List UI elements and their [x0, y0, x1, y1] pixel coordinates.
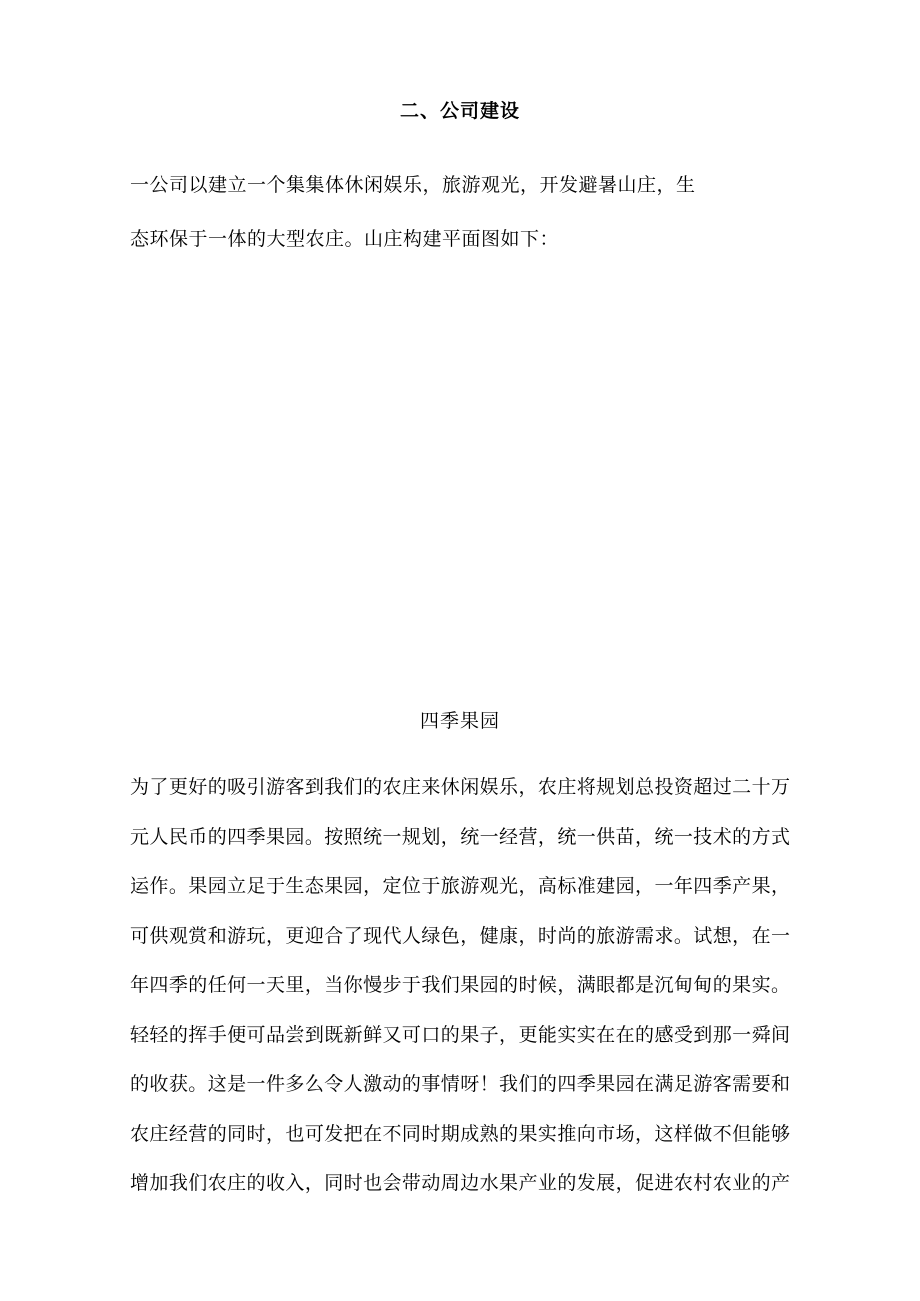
body-line-7: 的收获。这是一件多么令人激动的事情呀！我们的四季果园在满足游客需要和 — [130, 1073, 790, 1095]
body-line-5: 年四季的任何一天里，当你慢步于我们果园的时候，满眼都是沉甸甸的果实。 — [130, 974, 790, 996]
intro-line-1: 一公司以建立一个集集体休闲娱乐，旅游观光，开发避暑山庄，生 — [130, 174, 696, 196]
orchard-section-title: 四季果园 — [419, 710, 500, 732]
body-line-8: 农庄经营的同时，也可发把在不同时期成熟的果实推向市场，这样做不但能够 — [130, 1123, 790, 1145]
section-heading: 二、公司建设 — [399, 100, 520, 122]
body-line-6: 轻轻的挥手便可品尝到既新鲜又可口的果子，更能实实在在的感受到那一舜间 — [130, 1024, 790, 1046]
body-line-2: 元人民币的四季果园。按照统一规划，统一经营，统一供苗，统一技术的方式 — [130, 826, 790, 848]
body-line-1: 为了更好的吸引游客到我们的农庄来休闲娱乐，农庄将规划总投资超过二十万 — [130, 776, 790, 798]
body-line-4: 可供观赏和游玩，更迎合了现代人绿色，健康，时尚的旅游需求。试想，在一 — [130, 925, 790, 947]
intro-line-2: 态环保于一体的大型农庄。山庄构建平面图如下： — [130, 228, 560, 250]
body-line-3: 运作。果园立足于生态果园，定位于旅游观光，高标准建园，一年四季产果， — [130, 875, 790, 897]
body-line-9: 增加我们农庄的收入，同时也会带动周边水果产业的发展，促进农村农业的产 — [130, 1172, 790, 1194]
floor-plan-placeholder — [130, 270, 790, 670]
